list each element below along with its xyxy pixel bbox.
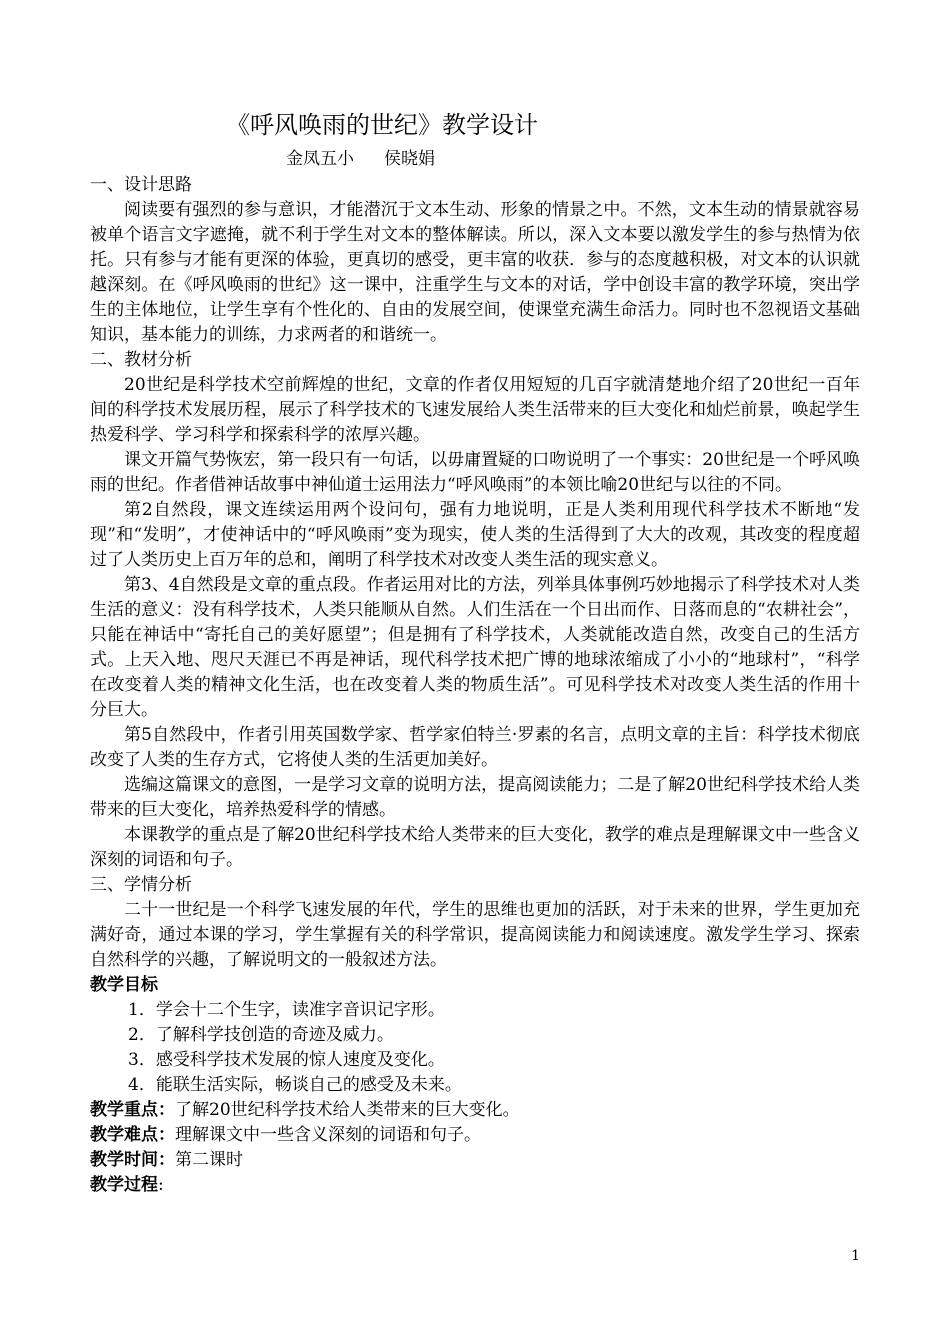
- key-points-label: 教学重点：: [90, 1100, 175, 1120]
- paragraph: 20世纪是科学技术空前辉煌的世纪，文章的作者仅用短短的几百字就清楚地介绍了20世纪一百年间的科学技术发展历程，展示了科学技术的飞速发展给人类生活带来的巨大变化和灿烂前景，唤起学生热爱科学、学习科学和探索科学的浓厚兴趣。: [90, 375, 860, 445]
- goals-heading: 教学目标: [90, 975, 158, 995]
- document-body: [90, 108, 860, 1198]
- paragraph: 第5自然段中，作者引用英国数学家、哲学家伯特兰·罗素的名言，点明文章的主旨：科学技术彻底改变了人类的生存方式，它将使人类的生活更加美好。: [90, 725, 860, 770]
- paragraph: 本课教学的重点是了解20世纪科学技术给人类带来的巨大变化，教学的难点是理解课文中一些含义深刻的词语和句子。: [90, 825, 860, 870]
- paragraph: 第3、4自然段是文章的重点段。作者运用对比的方法，列举具体事例巧妙地揭示了科学技术对人类生活的意义：没有科学技术，人类只能顺从自然。人们生活在一个日出而作、日落而息的“农耕社会”，只能在神话中“寄托自己的美好愿望”；但是拥有了科学技术，人类就能改造自然，改变自己的生活方式。上天入地、咫尺天涯已不再是神话，现代科学技术把广博的地球浓缩成了小小的“地球村”，“科学在改变着人类的精神文化生活，也在改变着人类的物质生活”。可见科学技术对改变人类生活的作用十分巨大。: [90, 575, 860, 720]
- goal-item: 2．了解科学技创造的奇迹及威力。: [128, 1025, 394, 1045]
- section-heading-material: 二、教材分析: [90, 350, 192, 370]
- paragraph: 课文开篇气势恢宏，第一段只有一句话，以毋庸置疑的口吻说明了一个事实：20世纪是一个呼风唤雨的世纪。作者借神话故事中神仙道士运用法力“呼风唤雨”的本领比喻20世纪与以往的不同。: [90, 450, 860, 495]
- author-line: [90, 146, 860, 173]
- section-heading-design: 一、设计思路: [90, 175, 192, 195]
- process-colon: :: [158, 1175, 164, 1195]
- time-line: [90, 1148, 860, 1173]
- paragraph: 二十一世纪是一个科学飞速发展的年代，学生的思维也更加的活跃，对于未来的世界，学生更加充满好奇，通过本课的学习，学生掌握有关的科学常识，提高阅读能力和阅读速度。激发学生学习、探索自然科学的兴趣，了解说明文的一般叙述方法。: [90, 900, 860, 970]
- goal-item: 1．学会十二个生字，读准字音识记字形。: [128, 1000, 445, 1020]
- document-title: 《呼风唤雨的世纪》教学设计: [226, 111, 538, 139]
- process-label: 教学过程: [90, 1175, 158, 1195]
- key-points-value: 了解20世纪科学技术给人类带来的巨大变化。: [175, 1100, 520, 1120]
- difficulty-value: 理解课文中一些含义深刻的词语和句子。: [175, 1125, 481, 1145]
- process-line: [90, 1173, 860, 1198]
- paragraph: 阅读要有强烈的参与意识，才能潜沉于文本生动、形象的情景之中。不然，文本生动的情景就容易被单个语言文字遮掩，就不利于学生对文本的整体解读。所以，深入文本要以激发学生的参与热情为依托。只有参与才能有更深的体验，更真切的感受，更丰富的收获．参与的态度越积极，对文本的认识就越深刻。在《呼风唤雨的世纪》这一课中，注重学生与文本的对话，学中创设丰富的教学环境，突出学生的主体地位，让学生享有个性化的、自由的发展空间，使课堂充满生命活力。同时也不忽视语文基础知识，基本能力的训练，力求两者的和谐统一。: [90, 200, 860, 345]
- key-points-line: [90, 1098, 860, 1123]
- difficulty-line: [90, 1123, 860, 1148]
- section-heading-students: 三、学情分析: [90, 875, 192, 895]
- time-value: 第二课时: [175, 1150, 243, 1170]
- page-number: 1: [851, 1248, 860, 1264]
- goal-item: 4．能联生活实际，畅谈自己的感受及未来。: [128, 1075, 462, 1095]
- author-name: 侯晓娟: [384, 149, 435, 169]
- time-label: 教学时间：: [90, 1150, 175, 1170]
- paragraph: 选编这篇课文的意图，一是学习文章的说明方法，提高阅读能力；二是了解20世纪科学技术给人类带来的巨大变化，培养热爱科学的情感。: [90, 775, 860, 820]
- goal-item: 3．感受科学技术发展的惊人速度及变化。: [128, 1050, 445, 1070]
- paragraph: 第2自然段，课文连续运用两个设问句，强有力地说明，正是人类利用现代科学技术不断地“发现”和“发明”，才使神话中的“呼风唤雨”变为现实，使人类的生活得到了大大的改观，其改变的程度超过了人类历史上百万年的总和，阐明了科学技术对改变人类生活的现实意义。: [90, 500, 860, 570]
- difficulty-label: 教学难点：: [90, 1125, 175, 1145]
- school-name: 金凤五小: [286, 149, 354, 169]
